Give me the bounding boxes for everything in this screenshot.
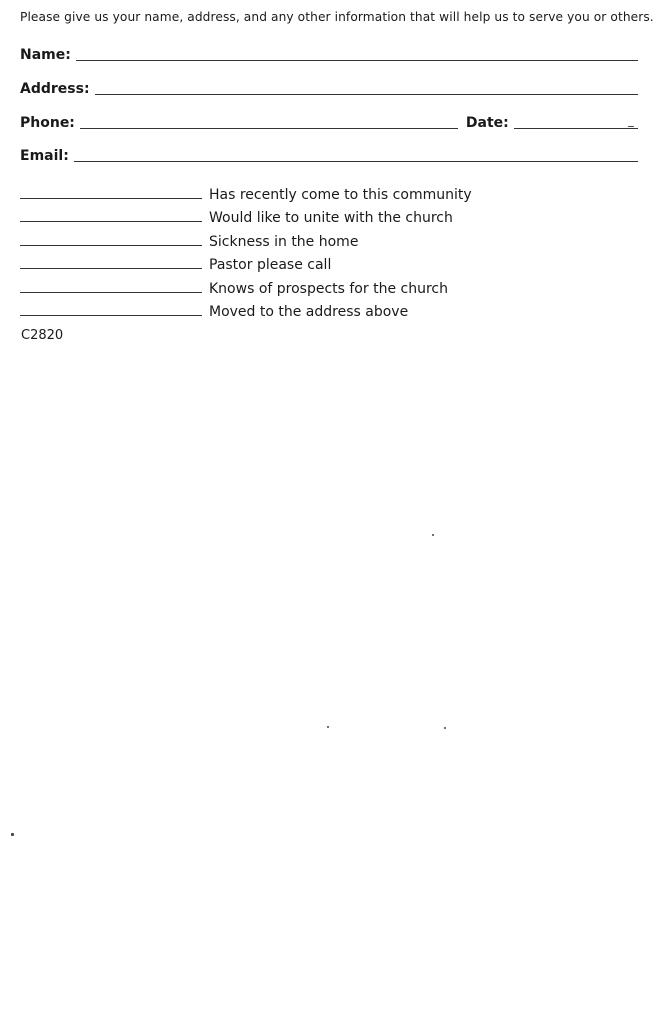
scan-speck [444, 727, 446, 729]
check-label: Sickness in the home [209, 233, 359, 250]
scan-speck [432, 534, 434, 536]
checklist-item [20, 227, 620, 251]
check-label: Moved to the address above [209, 304, 409, 320]
check-blank[interactable] [20, 198, 202, 199]
name-field[interactable] [76, 60, 638, 61]
check-blank[interactable] [20, 245, 202, 246]
checklist [20, 180, 620, 321]
check-label: Pastor please call [209, 257, 332, 273]
form-code: C2820 [21, 328, 64, 343]
scan-speck [628, 126, 634, 127]
scan-speck [11, 833, 14, 836]
check-blank[interactable] [20, 315, 202, 316]
email-row [20, 143, 638, 165]
check-label: Knows of prospects for the church [209, 280, 448, 297]
scan-speck [327, 726, 329, 728]
intro-text: Please give us your name, address, and any other information that will help us to serve you or others. [20, 10, 654, 24]
date-field[interactable] [514, 128, 638, 129]
check-label: Would like to unite with the church [209, 210, 453, 226]
address-row [20, 76, 638, 98]
email-field[interactable] [74, 161, 638, 162]
checklist-item [20, 251, 620, 275]
email-label: Email: [20, 148, 69, 164]
check-label: Has recently come to this community [209, 186, 472, 203]
check-blank[interactable] [20, 268, 202, 269]
phone-field[interactable] [80, 128, 458, 129]
name-label: Name: [20, 47, 71, 63]
name-row [20, 42, 638, 64]
checklist-item [20, 180, 620, 204]
checklist-item [20, 298, 620, 322]
address-label: Address: [20, 81, 90, 97]
phone-date-row [20, 110, 638, 132]
checklist-item [20, 204, 620, 228]
check-blank[interactable] [20, 292, 202, 293]
checklist-item [20, 274, 620, 298]
phone-label: Phone: [20, 115, 75, 131]
address-field[interactable] [95, 94, 638, 95]
date-label: Date: [465, 115, 509, 131]
check-blank[interactable] [20, 221, 202, 222]
